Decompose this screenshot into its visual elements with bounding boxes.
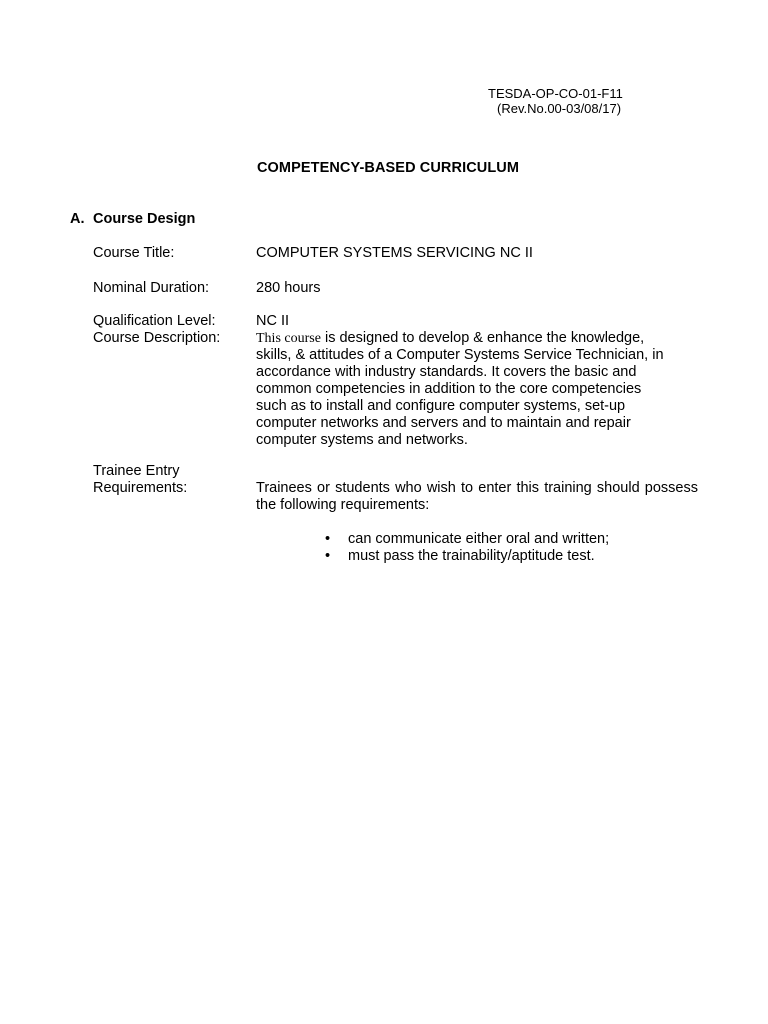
requirements-list bbox=[320, 531, 609, 565]
trainee-entry-label-line: Requirements: bbox=[93, 480, 188, 496]
form-code: TESDA-OP-CO-01-F11 bbox=[488, 86, 623, 101]
list-item bbox=[320, 531, 609, 548]
course-title-value: COMPUTER SYSTEMS SERVICING NC II bbox=[256, 245, 533, 261]
section-title: Course Design bbox=[93, 211, 196, 227]
course-description-line: common competencies in addition to the core competencies bbox=[256, 381, 642, 397]
trainee-entry-label-line: Trainee Entry bbox=[93, 463, 180, 479]
form-code-block bbox=[488, 86, 688, 116]
requirement-text: must pass the trainability/aptitude test. bbox=[348, 548, 595, 564]
requirement-text: can communicate either oral and written; bbox=[348, 531, 610, 547]
course-description-line: such as to install and configure computer systems, set-up bbox=[256, 398, 626, 414]
bullet-icon: • bbox=[325, 548, 331, 564]
course-description-value bbox=[256, 330, 698, 449]
course-description-line: computer networks and servers and to maintain and repair bbox=[256, 415, 631, 431]
course-description-label: Course Description: bbox=[93, 330, 221, 346]
trainee-entry-label bbox=[93, 463, 187, 497]
course-description-lead: This course bbox=[256, 331, 321, 346]
list-item bbox=[320, 548, 609, 565]
course-description-line: is designed to develop & enhance the knowledge, bbox=[320, 330, 645, 346]
course-description-line: skills, & attitudes of a Computer Systems Service Technician, in bbox=[256, 347, 664, 363]
trainee-entry-value: Trainees or students who wish to enter this training should possess the following requirements: bbox=[256, 480, 698, 513]
revision-number: (Rev.No.00-03/08/17) bbox=[497, 101, 622, 116]
section-heading bbox=[70, 211, 195, 227]
course-description-line: accordance with industry standards. It covers the basic and bbox=[256, 364, 637, 380]
course-description-line: computer systems and networks. bbox=[256, 432, 468, 448]
document-title: COMPETENCY-BASED CURRICULUM bbox=[256, 160, 520, 176]
section-letter: A. bbox=[70, 211, 85, 227]
bullet-icon: • bbox=[325, 531, 331, 547]
qualification-level-value: NC II bbox=[256, 313, 290, 329]
course-title-label: Course Title: bbox=[93, 245, 175, 261]
nominal-duration-value: 280 hours bbox=[256, 280, 321, 296]
qualification-level-label: Qualification Level: bbox=[93, 313, 216, 329]
nominal-duration-label: Nominal Duration: bbox=[93, 280, 210, 296]
